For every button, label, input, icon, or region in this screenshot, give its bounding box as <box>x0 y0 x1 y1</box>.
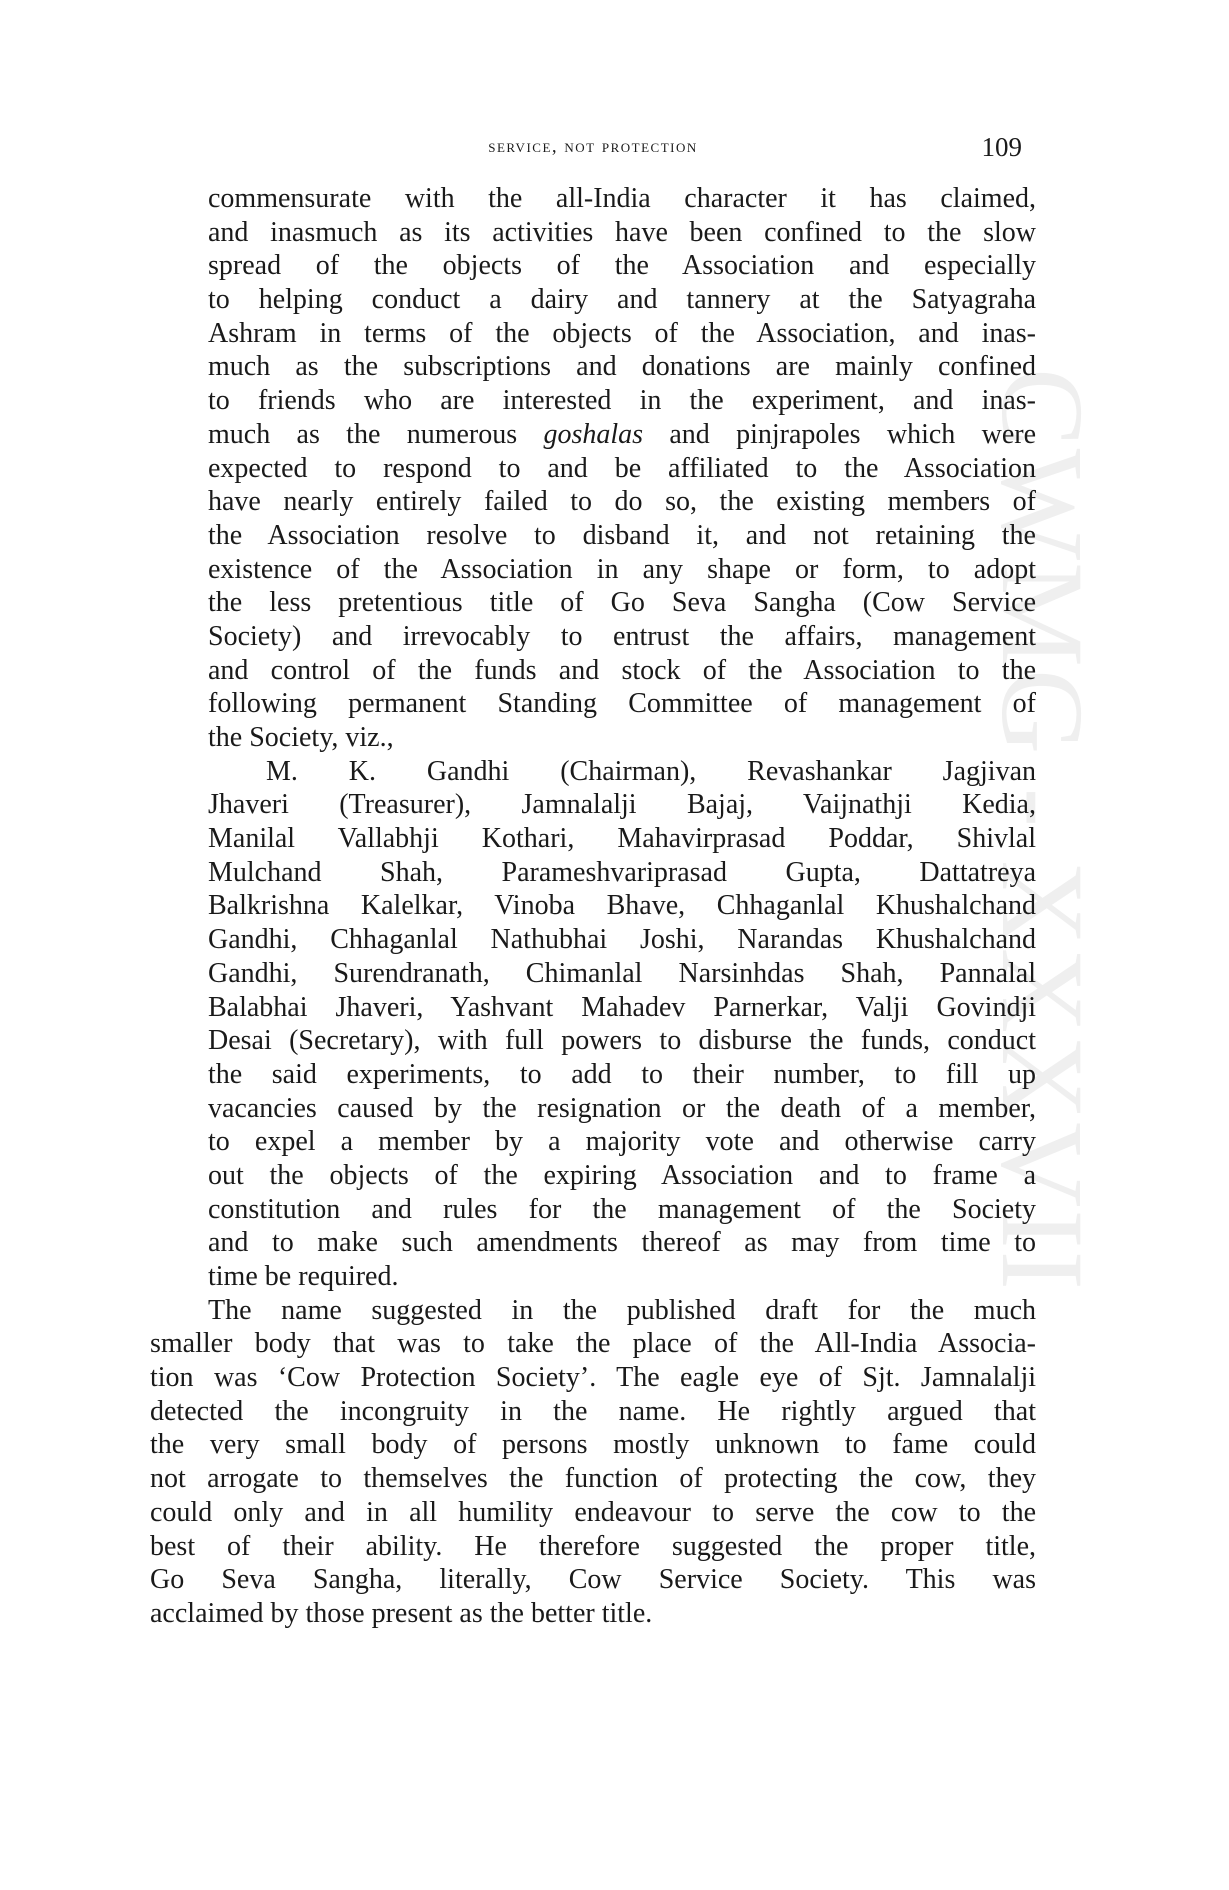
text-line: The name suggested in the published draft for the much <box>208 1294 1036 1326</box>
text-line: the Association resolve to disband it, and not retaining the <box>208 519 1036 551</box>
text-line: much as the subscriptions and donations are mainly confined <box>208 351 1036 383</box>
text-line: Ashram in terms of the objects of the Association, and inas- <box>208 317 1036 349</box>
text-line: have nearly entirely failed to do so, the existing members of <box>208 486 1036 518</box>
text-line: to friends who are interested in the experiment, and inas- <box>208 385 1036 417</box>
text-line: best of their ability. He therefore suggested the proper title, <box>150 1530 1036 1562</box>
running-head <box>150 132 1036 166</box>
text-line: detected the incongruity in the name. He rightly argued that <box>150 1395 1036 1427</box>
text-line: the less pretentious title of Go Seva Sangha (Cow Service <box>208 587 1036 619</box>
text-line: Go Seva Sangha, literally, Cow Service Society. This was <box>150 1564 1036 1596</box>
text-line: out the objects of the expiring Association and to frame a <box>208 1159 1036 1191</box>
text-fragment: much as the numerous <box>208 418 544 450</box>
text-line: vacancies caused by the resignation or the death of a member, <box>208 1092 1036 1124</box>
text-line: acclaimed by those present as the better title. <box>150 1597 653 1629</box>
text-line: Gandhi, Surendranath, Chimanlal Narsinhdas Shah, Pannalal <box>208 957 1036 989</box>
paragraph-name-change <box>150 1294 1036 1631</box>
text-line: the said experiments, to add to their number, to fill up <box>208 1058 1036 1090</box>
text-line: Gandhi, Chhaganlal Nathubhai Joshi, Narandas Khushalchand <box>208 924 1036 956</box>
text-line: tion was ‘Cow Protection Society’. The eagle eye of Sjt. Jamnalalji <box>150 1362 1036 1394</box>
text-line: expected to respond to and be affiliated to the Association <box>208 452 1036 484</box>
page-number: 109 <box>981 132 1022 162</box>
text-line: to expel a member by a majority vote and otherwise carry <box>208 1126 1036 1158</box>
text-line-goshalas <box>208 418 1036 452</box>
paragraph-committee <box>150 755 1036 1294</box>
text-line: Society) and irrevocably to entrust the affairs, management <box>208 620 1036 652</box>
text-line: Manilal Vallabhji Kothari, Mahavirprasad Poddar, Shivlal <box>208 823 1036 855</box>
paragraph-resolution <box>150 182 1036 755</box>
text-line: not arrogate to themselves the function of protecting the cow, they <box>150 1463 1036 1495</box>
watermark <box>977 368 1200 1518</box>
running-title: service, not protection <box>488 136 698 157</box>
text-line: and inasmuch as its activities have been confined to the slow <box>208 216 1036 248</box>
text-line: time be required. <box>208 1261 399 1292</box>
text-line: Mulchand Shah, Parameshvariprasad Gupta, Dattatreya <box>208 856 1036 888</box>
text-line: M. K. Gandhi (Chairman), Revashankar Jagjivan <box>266 755 1036 787</box>
text-line: could only and in all humility endeavour to serve the cow to the <box>150 1496 1036 1528</box>
italic-term: goshalas <box>543 418 644 450</box>
text-line: the very small body of persons mostly unknown to fame could <box>150 1429 1036 1461</box>
text-line: and control of the funds and stock of the Association to the <box>208 654 1036 686</box>
text-line: to helping conduct a dairy and tannery at the Satyagraha <box>208 284 1036 316</box>
text-line: Balkrishna Kalelkar, Vinoba Bhave, Chhaganlal Khushalchand <box>208 890 1036 922</box>
watermark-text: CWMG - XXXVII <box>977 368 1108 1292</box>
text-fragment: and pinjrapoles which were <box>643 418 1036 450</box>
text-line: following permanent Standing Committee of management of <box>208 688 1036 720</box>
text-line: Desai (Secretary), with full powers to disburse the funds, conduct <box>208 1025 1036 1057</box>
text-line: the Society, viz., <box>208 722 394 753</box>
text-line: commensurate with the all-India character it has claimed, <box>208 183 1036 214</box>
text-line: smaller body that was to take the place of the All-India Associa- <box>150 1328 1036 1360</box>
text-line: spread of the objects of the Association and especially <box>208 250 1036 282</box>
text-line: constitution and rules for the management of the Society <box>208 1193 1036 1225</box>
body-text <box>150 182 1036 1631</box>
text-line: and to make such amendments thereof as may from time to <box>208 1227 1036 1259</box>
text-line: Balabhai Jhaveri, Yashvant Mahadev Parnerkar, Valji Govindji <box>208 991 1036 1023</box>
text-line: existence of the Association in any shape or form, to adopt <box>208 553 1036 585</box>
text-line: Jhaveri (Treasurer), Jamnalalji Bajaj, Vaijnathji Kedia, <box>208 789 1036 821</box>
